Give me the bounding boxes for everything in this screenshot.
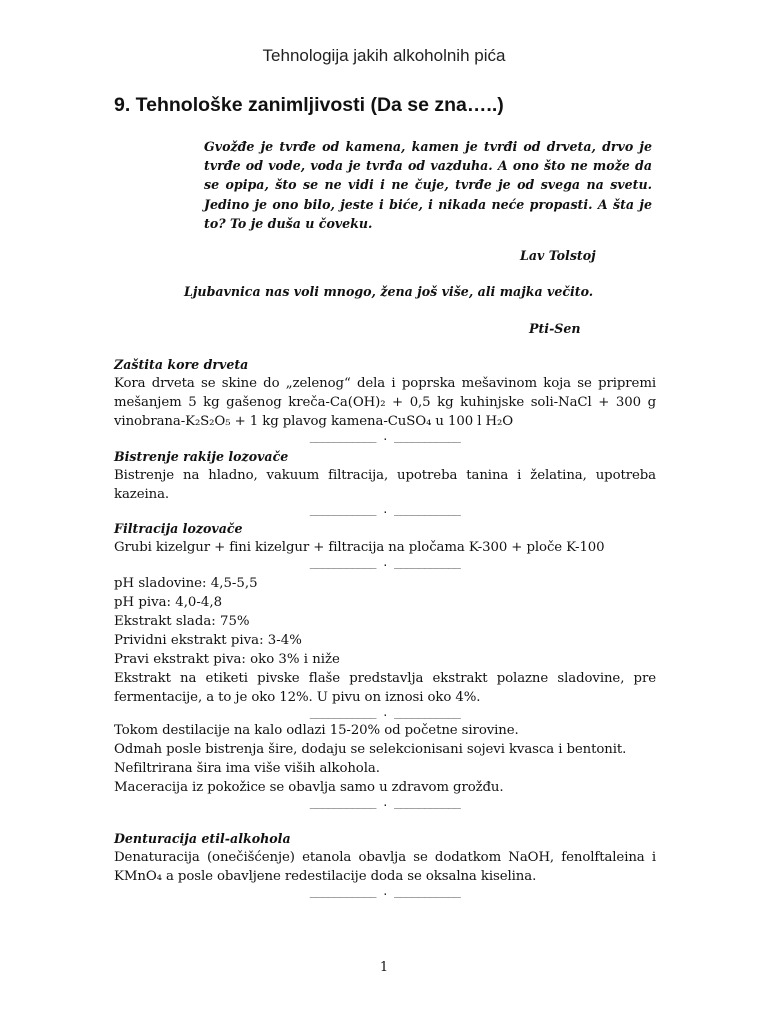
separator: ___________ . ___________ [309, 706, 461, 719]
section-clarifying [114, 448, 656, 516]
chapter-title: 9. Tehnološke zanimljivosti (Da se zna…..) [114, 94, 504, 116]
beer-value-line: pH piva: 4,0-4,8 [114, 595, 223, 610]
tolstoy-quote: Gvožđe je tvrđe od kamena, kamen je tvrđi od drveta, drvo je tvrđe od vode, voda je tvrđa od vazduha. A ono što ne može da se opipa, što se ne vidi i ne čuje, tvrđe je od svega na svetu. Jedino je ono bilo, jeste i biće, i nikada neće propasti. A šta je to? To je duša u čoveku. [204, 139, 652, 231]
fact-item: Maceracija iz pokožice se obavlja samo u zdravom grožđu. [114, 780, 504, 795]
section-bark-protection [114, 356, 656, 443]
section-text: Bistrenje na hladno, vakuum filtracija, upotreba tanina i želatina, upotreba kazeina. [114, 468, 656, 502]
section-misc-facts [114, 721, 656, 809]
section-beer-values [114, 574, 656, 719]
quote-author-pti-sen: Pti-Sen [529, 321, 581, 336]
fact-item: Tokom destilacije na kalo odlazi 15-20% od početne sirovine. [114, 723, 519, 738]
pti-sen-quote: Ljubavnica nas voli mnogo, žena još više, ali majka večito. [184, 284, 594, 299]
separator: ___________ . ___________ [309, 503, 461, 516]
section-heading: Bistrenje rakije lozovače [114, 449, 289, 464]
quote-author-tolstoy: Lav Tolstoj [520, 248, 596, 263]
section-text: Grubi kizelgur + fini kizelgur + filtracija na pločama K-300 + ploče K-100 [114, 540, 605, 555]
beer-value-line: Ekstrakt slada: 75% [114, 614, 250, 629]
beer-value-line: Pravi ekstrakt piva: oko 3% i niže [114, 652, 340, 667]
running-header: Tehnologija jakih alkoholnih pića [262, 46, 506, 65]
beer-value-line: pH sladovine: 4,5-5,5 [114, 576, 258, 591]
separator: ___________ . ___________ [309, 430, 461, 443]
section-text: Ekstrakt na etiketi pivske flaše predstavlja ekstrakt polazne sladovine, pre fermentacije, a to je oko 12%. U pivu on iznosi oko 4%. [114, 671, 656, 705]
section-heading: Denturacija etil-alkohola [114, 831, 291, 846]
separator: ___________ . ___________ [309, 885, 461, 898]
beer-value-line: Prividni ekstrakt piva: 3-4% [114, 633, 302, 648]
section-text: Kora drveta se skine do „zelenog“ dela i poprska mešavinom koja se pripremi mešanjem 5 kg gašenog kreča-Ca(OH)₂ + 0,5 kg kuhinjske soli-NaCl + 300 g vinobrana-K₂S₂O₅ + 1 kg plavog kamena-CuSO₄ u 100 l H₂O [114, 376, 656, 429]
section-heading: Filtracija lozovače [114, 521, 243, 536]
fact-item: Nefiltrirana šira ima više viših alkohola. [114, 761, 380, 776]
section-filtration [114, 520, 656, 569]
separator: ___________ . ___________ [309, 556, 461, 569]
section-heading: Zaštita kore drveta [114, 357, 249, 372]
separator: ___________ . ___________ [309, 796, 461, 809]
section-text: Denaturacija (onečišćenje) etanola obavlja se dodatkom NaOH, fenolftaleina i KMnO₄ a posle obavljene redestilacije doda se oksalna kiselina. [114, 850, 656, 884]
section-denaturation [114, 830, 656, 898]
page-number: 1 [379, 960, 389, 975]
fact-item: Odmah posle bistrenja šire, dodaju se selekcionisani sojevi kvasca i bentonit. [114, 742, 627, 757]
